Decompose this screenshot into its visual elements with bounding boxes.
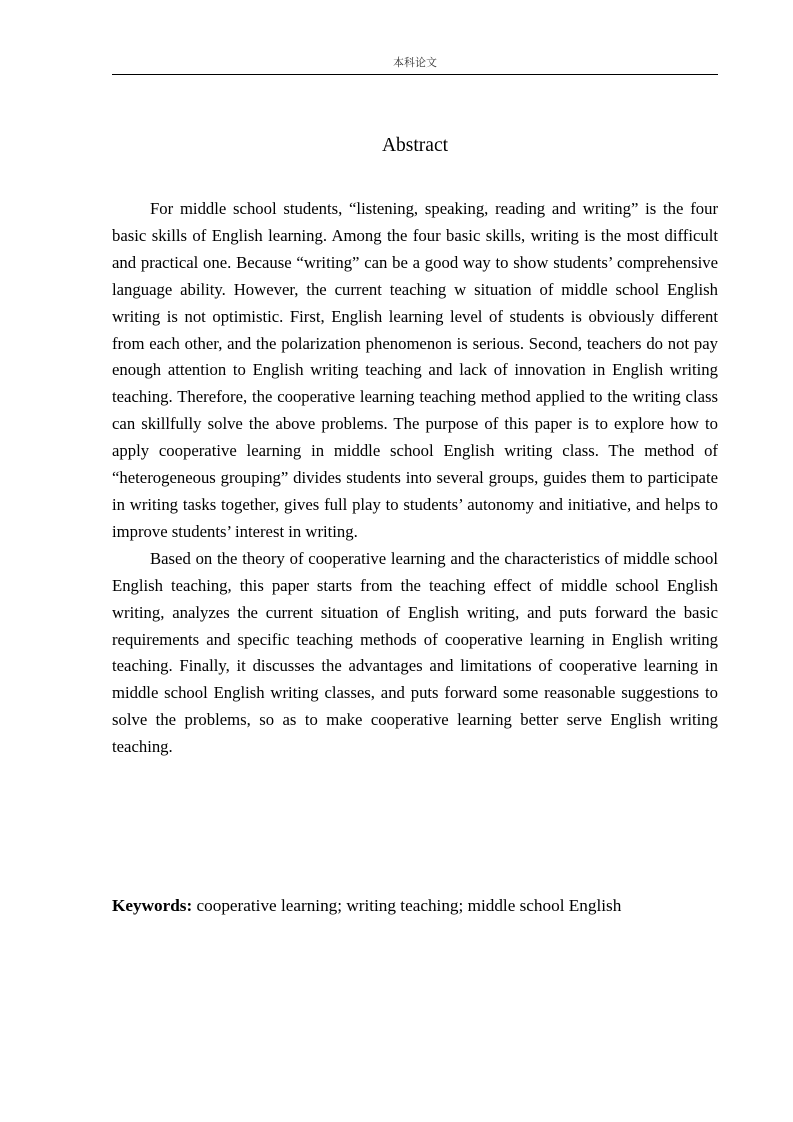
page-header [112, 56, 718, 75]
abstract-title: Abstract [381, 135, 449, 156]
keywords-line [112, 893, 718, 919]
keywords-text: cooperative learning; writing teaching; middle school English [196, 896, 622, 915]
running-title: 本科论文 [393, 56, 437, 69]
abstract-paragraph-2: Based on the theory of cooperative learning and the characteristics of middle school English teaching, this paper starts from the teaching effect of middle school English writing, analyzes the current situation of English writing, and puts forward the basic requirements and specific teaching methods of cooperative learning in English writing teaching. Finally, it discusses the advantages and limitations of cooperative learning in middle school English writing classes, and puts forward some reasonable suggestions to solve the problems, so as to make cooperative learning better serve English writing teaching. [112, 548, 718, 757]
abstract-paragraph-1: For middle school students, “listening, speaking, reading and writing” is the four basic skills of English learning. Among the four basic skills, writing is the most difficult and practical one. Because “writing” can be a good way to show students’ comprehensive language ability. However, the current teaching w situation of middle school English writing is not optimistic. First, English learning level of students is obviously different from each other, and the polarization phenomenon is serious. Second, teachers do not pay enough attention to English writing teaching and lack of innovation in English writing teaching. Therefore, the cooperative learning teaching method applied to the writing class can skillfully solve the above problems. The purpose of this paper is to explore how to apply cooperative learning in middle school English writing class. The method of “heterogeneous grouping” divides students into several groups, guides them to participate in writing tasks together, gives full play to students’ autonomy and initiative, and helps to improve students’ interest in writing. [112, 199, 718, 541]
abstract-body [112, 196, 718, 761]
keywords-label: Keywords: [112, 896, 193, 915]
